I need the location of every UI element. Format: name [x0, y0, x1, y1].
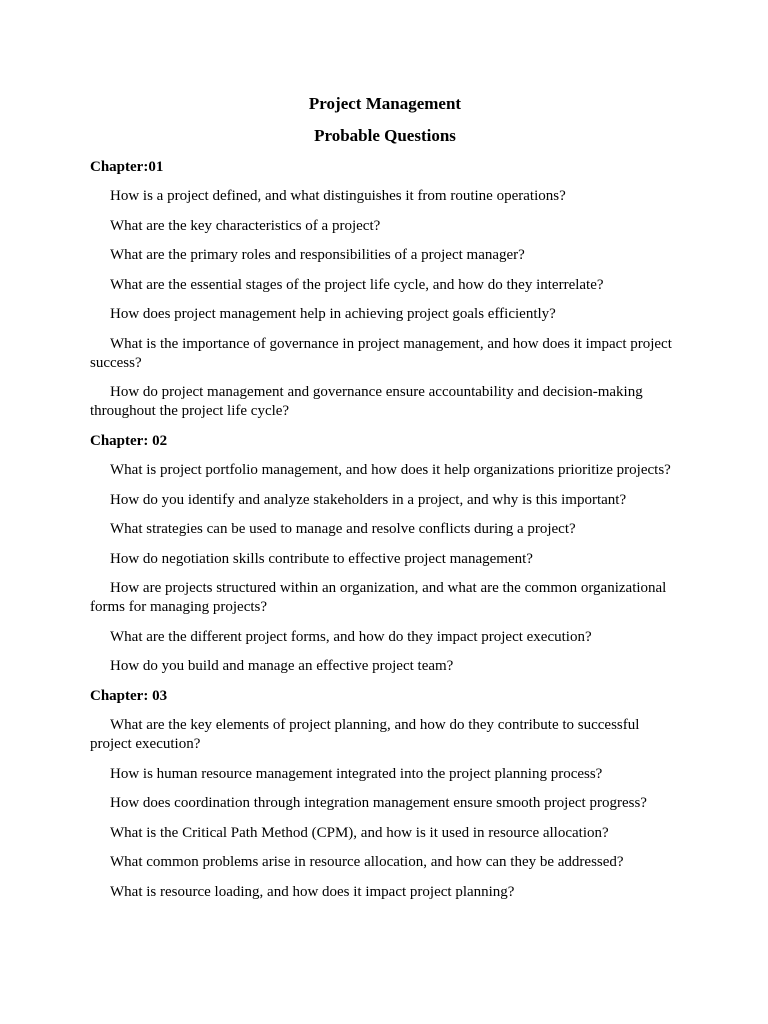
chapter-section: [90, 687, 680, 902]
question-item: What are the different project forms, and how do they impact project execution?: [110, 628, 592, 645]
document-subtitle: Probable Questions: [314, 126, 456, 145]
question-item: How does project management help in achieving project goals efficiently?: [110, 306, 556, 322]
chapter-heading: Chapter: 03: [90, 688, 168, 704]
question-item: What are the key elements of project planning, and how do they contribute to successful project execution?: [90, 717, 640, 752]
question-list: [90, 461, 680, 676]
question-item: What common problems arise in resource allocation, and how can they be addressed?: [110, 854, 624, 870]
question-item: What is project portfolio management, and how does it help organizations prioritize projects?: [110, 462, 671, 478]
question-item: How do negotiation skills contribute to effective project management?: [110, 550, 533, 567]
question-item: What are the key characteristics of a project?: [110, 217, 381, 234]
chapter-heading: Chapter: 02: [90, 433, 168, 449]
question-item: What are the primary roles and responsibilities of a project manager?: [110, 247, 525, 263]
question-item: What strategies can be used to manage and resolve conflicts during a project?: [110, 521, 576, 537]
question-item: What is resource loading, and how does it impact project planning?: [110, 883, 515, 900]
chapter-section: [90, 432, 680, 676]
question-list: [90, 187, 680, 421]
question-item: What are the essential stages of the project life cycle, and how do they interrelate?: [110, 276, 604, 293]
question-item: How does coordination through integration management ensure smooth project progress?: [110, 795, 647, 811]
question-item: How do you identify and analyze stakeholders in a project, and why is this important?: [110, 491, 627, 508]
question-item: How is a project defined, and what distinguishes it from routine operations?: [110, 188, 566, 204]
chapter-section: [90, 158, 680, 421]
question-item: How do project management and governance ensure accountability and decision-making throughout the project life cycle?: [90, 384, 643, 419]
document-page: [90, 94, 680, 913]
question-item: What is the importance of governance in project management, and how does it impact project success?: [90, 335, 672, 371]
chapter-heading: Chapter:01: [90, 159, 164, 175]
question-item: How is human resource management integrated into the project planning process?: [110, 765, 603, 782]
question-list: [90, 716, 680, 902]
document-title: Project Management: [308, 94, 462, 113]
question-item: How do you build and manage an effective project team?: [110, 658, 454, 674]
question-item: How are projects structured within an organization, and what are the common organizational forms for managing projects?: [90, 580, 667, 615]
question-item: What is the Critical Path Method (CPM), and how is it used in resource allocation?: [110, 824, 609, 841]
